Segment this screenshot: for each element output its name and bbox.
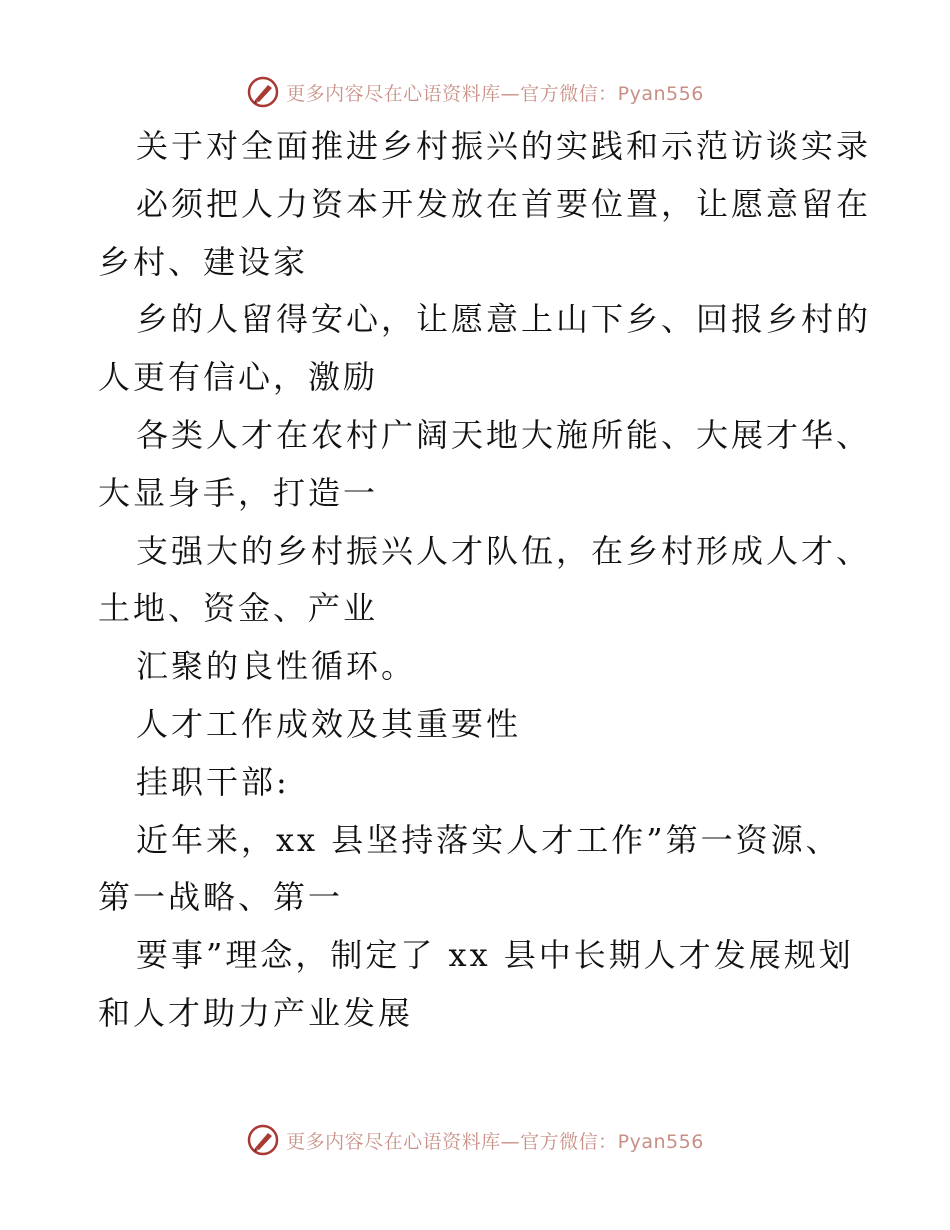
paragraph-line: 各类人才在农村广阔天地大施所能、大展才华、 bbox=[136, 415, 872, 454]
paragraph-line: 和人才助力产业发展 bbox=[98, 993, 414, 1032]
header-watermark bbox=[0, 72, 950, 112]
paragraph-line: 乡的人留得安心，让愿意上山下乡、回报乡村的 bbox=[136, 300, 872, 339]
paragraph-line: 必须把人力资本开发放在首要位置，让愿意留在 bbox=[136, 184, 872, 223]
pen-logo-icon bbox=[246, 75, 280, 109]
watermark-text: 更多内容尽在心语资料库—官方微信：Pyan556 bbox=[286, 82, 704, 105]
paragraph-line: 土地、资金、产业 bbox=[98, 589, 379, 628]
paragraph-line: 乡村、建设家 bbox=[98, 242, 309, 281]
paragraph-line: 近年来，xx 县坚持落实人才工作”第一资源、 bbox=[136, 820, 841, 859]
paragraph-line: 大显身手，打造一 bbox=[98, 473, 379, 512]
speaker-label: 挂职干部: bbox=[136, 762, 290, 801]
watermark-text: 更多内容尽在心语资料库—官方微信：Pyan556 bbox=[286, 1130, 704, 1153]
document-title: 关于对全面推进乡村振兴的实践和示范访谈实录 bbox=[136, 127, 872, 165]
paragraph-line: 人更有信心，激励 bbox=[98, 358, 379, 397]
document-body bbox=[98, 118, 872, 1043]
paragraph-line: 汇聚的良性循环。 bbox=[136, 647, 417, 686]
footer-watermark bbox=[0, 1120, 950, 1160]
section-heading: 人才工作成效及其重要性 bbox=[136, 704, 522, 743]
paragraph-line: 要事”理念，制定了 xx 县中长期人才发展规划 bbox=[136, 936, 854, 975]
paragraph-line: 第一战略、第一 bbox=[98, 878, 344, 917]
paragraph-line: 支强大的乡村振兴人才队伍，在乡村形成人才、 bbox=[136, 531, 872, 570]
pen-logo-icon bbox=[246, 1123, 280, 1157]
